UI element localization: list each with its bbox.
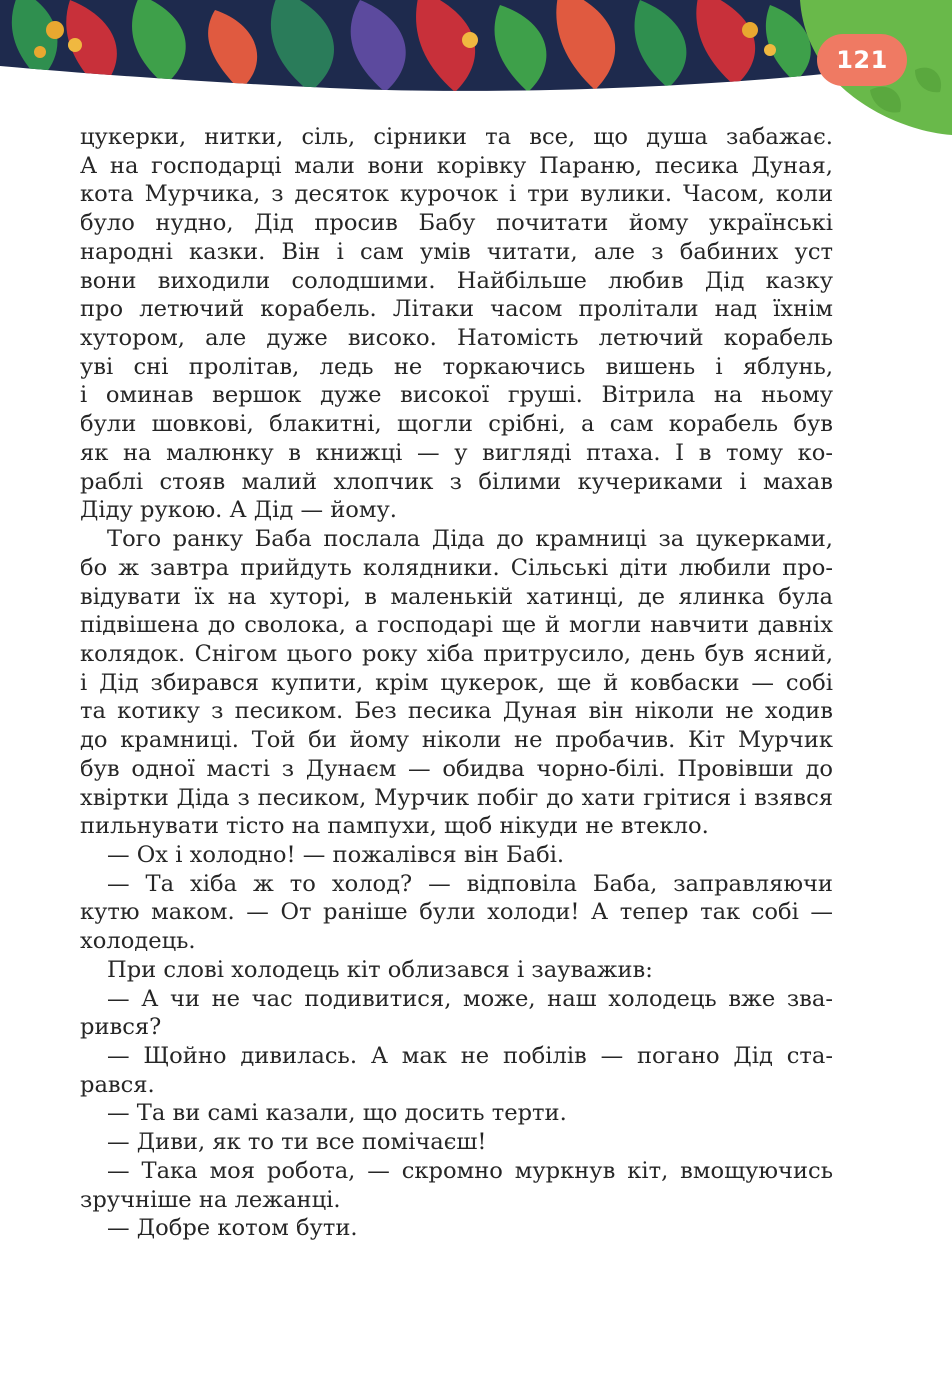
text-line: — Диви, як то ти все помічаєш! bbox=[107, 1129, 487, 1156]
text-line: та котику з песиком. Без песика Дуная він ніколи не ходив bbox=[80, 698, 833, 725]
text-line: — Добре котом бути. bbox=[107, 1215, 358, 1242]
text-line: колядок. Снігом цього року хіба притрусило, день був ясний, bbox=[80, 640, 833, 667]
text-line: і Дід збирався купити, крім цукерок, ще й ковбаски — собі bbox=[80, 669, 833, 696]
text-line: — Та хіба ж то холод? — відповіла Баба, заправляючи bbox=[107, 870, 833, 897]
text-line: Діду рукою. А Дід — йому. bbox=[80, 497, 397, 524]
text-line: були шовкові, блакитні, щогли срібні, а сам корабель був bbox=[80, 411, 833, 438]
text-line: холодець. bbox=[80, 928, 196, 955]
text-line: народні казки. Він і сам умів читати, але з бабиних уст bbox=[80, 238, 833, 265]
text-line: вони виходили солодшими. Найбільше любив Дід казку bbox=[80, 267, 833, 294]
text-line: — А чи не час подивитися, може, наш холодець вже зва- bbox=[107, 985, 833, 1012]
text-line: і оминав вершок дуже високої груші. Вітрила на ньому bbox=[80, 382, 833, 409]
text-line: хвіртки Діда з песиком, Мурчик побіг до хати грітися і взявся bbox=[80, 784, 833, 811]
text-line: Того ранку Баба послала Діда до крамниці за цукерками, bbox=[107, 526, 833, 553]
text-line: — Щойно дивилась. А мак не побілів — погано Дід ста- bbox=[107, 1043, 833, 1069]
text-line: цукерки, нитки, сіль, сірники та все, що душа забажає. bbox=[80, 124, 833, 150]
text-line: — Така моя робота, — скромно муркнув кіт, вмощуючись bbox=[107, 1157, 833, 1184]
text-line: — Ох і холодно! — пожалівся він Бабі. bbox=[107, 841, 565, 868]
text-line: кутю маком. — От раніше були холоди! А тепер так собі — bbox=[80, 899, 833, 926]
text-line: хутором, але дуже високо. Натомість летючий корабель bbox=[80, 325, 833, 352]
text-line: відувати їх на хуторі, в маленькій хатинці, де ялинка була bbox=[80, 583, 833, 610]
text-line: При слові холодець кіт облизався і зауважив: bbox=[107, 956, 653, 983]
story-text bbox=[80, 123, 833, 1243]
text-line: рався. bbox=[80, 1071, 155, 1098]
text-line: підвішена до сволока, а господарі ще й могли навчити давніх bbox=[80, 612, 833, 639]
text-line: як на малюнку в книжці — у вигляді птаха. І в тому ко- bbox=[80, 439, 833, 466]
text-line: уві сні пролітав, ледь не торкаючись вишень і яблунь, bbox=[80, 353, 833, 380]
text-line: зручніше на лежанці. bbox=[80, 1186, 341, 1213]
text-line: про летючий корабель. Літаки часом пролітали над їхнім bbox=[80, 296, 833, 323]
text-line: кота Мурчика, з десяток курочок і три вулики. Часом, коли bbox=[80, 181, 833, 208]
text-line: А на господарці мали вони корівку Параню, песика Дуная, bbox=[80, 152, 833, 179]
text-line: — Та ви самі казали, що досить терти. bbox=[107, 1100, 567, 1127]
text-line: до крамниці. Той би йому ніколи не пробачив. Кіт Мурчик bbox=[80, 727, 833, 754]
text-line: бо ж завтра прийдуть колядники. Сільські діти любили про- bbox=[80, 554, 833, 581]
text-line: було нудно, Дід просив Бабу почитати йому українські bbox=[80, 210, 833, 237]
page-number-badge: 121 bbox=[817, 34, 907, 86]
text-line: пильнувати тісто на пампухи, щоб нікуди не втекло. bbox=[80, 813, 709, 840]
text-line: раблі стояв малий хлопчик з білими кучериками і махав bbox=[80, 468, 833, 495]
text-line: рився? bbox=[80, 1014, 162, 1041]
text-line: був одної масті з Дунаєм — обидва чорно-білі. Провівши до bbox=[80, 755, 833, 782]
